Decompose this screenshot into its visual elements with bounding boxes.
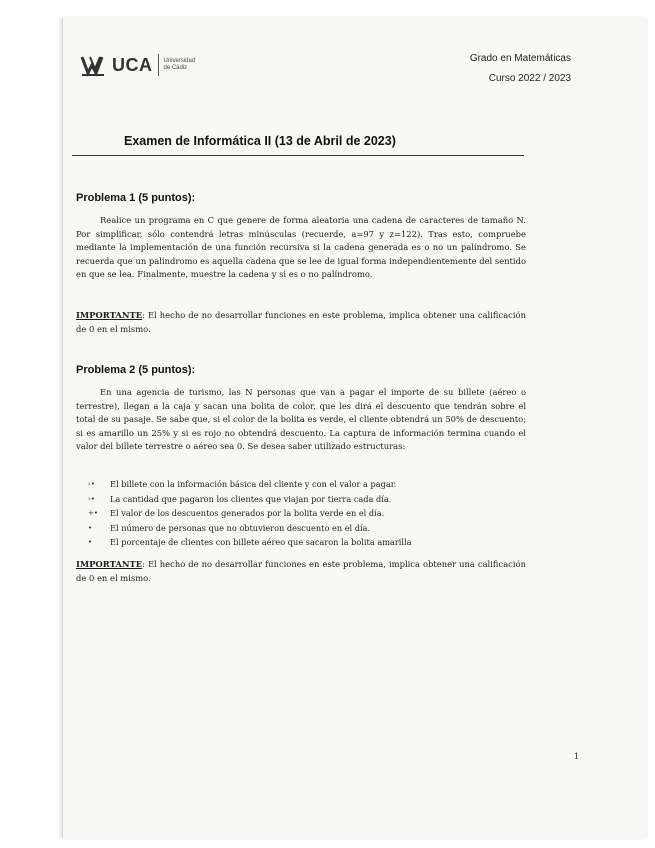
bullet-marker: • <box>88 538 93 547</box>
problem2-important <box>76 558 526 585</box>
logo-subtitle <box>164 58 196 72</box>
university-logo <box>80 50 195 80</box>
list-item-text: El billete con la información básica del cliente y con el valor a pagar. <box>110 479 397 489</box>
list-item <box>88 506 518 521</box>
important-text: : El hecho de no desarrollar funciones en este problema, implica obtener una calificación de 0 en el mismo. <box>76 559 526 583</box>
list-item-text: El número de personas que no obtuvieron descuento en el día. <box>110 522 371 533</box>
list-item <box>88 521 518 536</box>
bullet-marker: • <box>88 523 93 532</box>
problem2-heading: Problema 2 (5 puntos): <box>76 364 196 376</box>
problem1-body <box>76 214 526 282</box>
problem1-heading: Problema 1 (5 puntos): <box>76 192 196 204</box>
list-item <box>88 477 518 492</box>
important-label: IMPORTANTE <box>76 559 143 569</box>
problem1-important <box>76 309 526 336</box>
list-item <box>88 535 518 550</box>
bullet-marker: ›• <box>88 480 95 488</box>
header-info <box>470 49 571 89</box>
list-item-text: El valor de los descuentos generados por la bolita verde en el día. <box>110 508 385 519</box>
list-item <box>88 492 518 507</box>
logo-divider <box>158 54 159 76</box>
bullet-marker: ›• <box>88 494 95 503</box>
important-text: : El hecho de no desarrollar funciones en este problema, implica obtener una calificación de 0 en el mismo. <box>76 310 526 334</box>
degree-name: Grado en Matemáticas <box>469 53 571 64</box>
important-label: IMPORTANTE <box>76 310 143 320</box>
list-item-text: La cantidad que pagaron los clientes que viajan por tierra cada día. <box>110 493 392 504</box>
page-number: 1 <box>573 752 579 761</box>
requirements-list <box>88 477 518 550</box>
logo-text: UCA <box>112 54 153 75</box>
problem2-text: En una agencia de turismo, las N personas que van a pagar el importe de su billete (aéreo o terrestre), llegan a la caja y sacan una bolita de color, que les dirá el descuento que tendrán sobre el total de su pasaje. Se sabe que, si el color de la bolita es verde, el cliente obtendrá un 50% de descuento; si es amarillo un 25% y si es rojo no obtendrá descuento. La captura de información termina cuando el valor del billete terrestre o aéreo sea 0. Se desea saber utilizado estructuras: <box>76 387 526 452</box>
problem1-text: Realice un programa en C que genere de forma aleatoria una cadena de caracteres de tamaño N. Por simplificar, sólo contendrá letras minúsculas (recuerde, a=97 y z=122). Tras esto, compruebe mediante la implementación de una función recursiva si la cadena generada es o no un palíndromo. Se recuerda que un palíndromo es aquella cadena que se lee de igual forma independientemente del sentido en que se lea. Finalmente, muestre la cadena y si es o no palíndromo. <box>76 215 526 280</box>
bullet-marker: +• <box>88 509 98 518</box>
title-underline <box>72 155 524 156</box>
course-year: Curso 2022 / 2023 <box>488 73 571 84</box>
list-item-text: El porcentaje de clientes con billete aéreo que sacaron la bolita amarilla <box>110 537 412 548</box>
problem2-body <box>76 386 526 454</box>
exam-title: Examen de Informática II (13 de Abril de 2023) <box>124 134 396 148</box>
logo-subtitle-line2: de Cádiz <box>163 65 188 71</box>
uca-emblem-icon <box>80 53 110 77</box>
logo-subtitle-line1: Universidad <box>163 58 196 64</box>
